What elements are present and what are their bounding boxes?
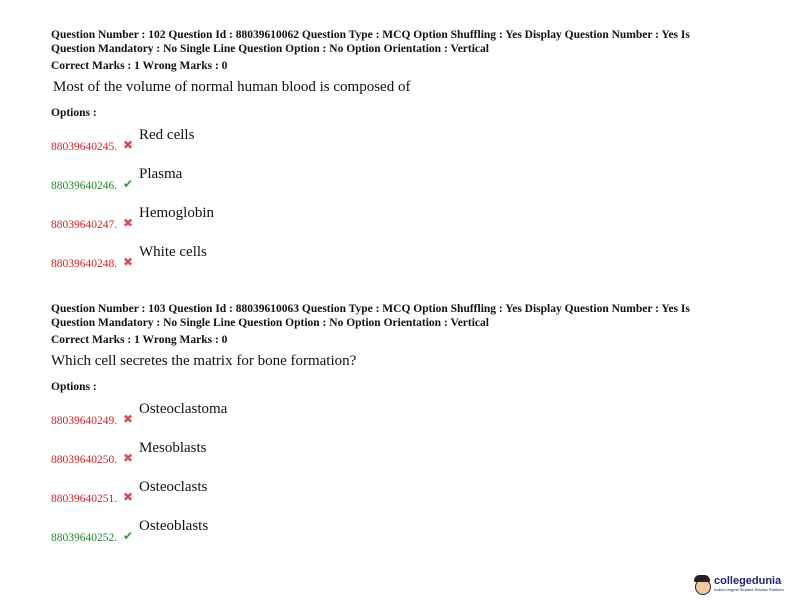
check-icon: ✔: [123, 529, 134, 543]
logo-tagline: India's largest Student Review Platform: [714, 587, 784, 592]
logo-name: collegedunia: [714, 575, 782, 587]
option-id: 88039640249.: [51, 415, 118, 427]
option-id: 88039640247.: [51, 219, 118, 231]
option-item: [51, 477, 751, 516]
option-item: [51, 203, 751, 242]
cross-icon: ✖: [123, 216, 134, 230]
option-text: Osteoclastoma: [139, 401, 228, 417]
question-meta-line: Question Number : 102 Question Id : 88039610062 Question Type : MCQ Option Shuffling : Yes Display Question Number : Yes Is: [51, 29, 690, 41]
mascot-icon: [693, 573, 711, 595]
question-text: Most of the volume of normal human blood is composed of: [53, 79, 411, 95]
option-item: [51, 164, 751, 203]
options-label: Options :: [51, 381, 97, 393]
collegedunia-logo: [693, 573, 784, 595]
cross-icon: ✖: [123, 451, 134, 465]
options-label: Options :: [51, 107, 97, 119]
question-meta: [51, 28, 751, 56]
question-meta-line: Question Number : 103 Question Id : 88039610063 Question Type : MCQ Option Shuffling : Yes Display Question Number : Yes Is: [51, 303, 690, 315]
option-text: Red cells: [139, 127, 195, 143]
cross-icon: ✖: [123, 490, 134, 504]
option-text: Mesoblasts: [139, 440, 207, 456]
cross-icon: ✖: [123, 255, 134, 269]
option-text: Osteoclasts: [139, 479, 208, 495]
cross-icon: ✖: [123, 138, 134, 152]
option-item: [51, 399, 751, 438]
option-item: [51, 516, 751, 555]
options-list: [51, 399, 751, 555]
option-id: 88039640251.: [51, 493, 118, 505]
question-marks: Correct Marks : 1 Wrong Marks : 0: [51, 60, 228, 72]
option-item: [51, 438, 751, 477]
option-item: [51, 242, 751, 281]
question-text: Which cell secretes the matrix for bone formation?: [51, 353, 357, 369]
options-list: [51, 125, 751, 281]
option-id: 88039640252.: [51, 532, 118, 544]
option-id: 88039640248.: [51, 258, 118, 270]
option-id: 88039640250.: [51, 454, 118, 466]
question-block-103: [51, 302, 751, 555]
question-marks: Correct Marks : 1 Wrong Marks : 0: [51, 334, 228, 346]
option-text: Plasma: [139, 166, 183, 182]
option-id: 88039640245.: [51, 141, 118, 153]
question-meta-line: Question Mandatory : No Single Line Question Option : No Option Orientation : Vertical: [51, 317, 489, 329]
check-icon: ✔: [123, 177, 134, 191]
question-meta: [51, 302, 751, 330]
option-id: 88039640246.: [51, 180, 118, 192]
question-meta-line: Question Mandatory : No Single Line Question Option : No Option Orientation : Vertical: [51, 43, 489, 55]
option-text: White cells: [139, 244, 207, 260]
cross-icon: ✖: [123, 412, 134, 426]
option-text: Osteoblasts: [139, 518, 209, 534]
option-text: Hemoglobin: [139, 205, 214, 221]
option-item: [51, 125, 751, 164]
question-block-102: [51, 28, 751, 281]
